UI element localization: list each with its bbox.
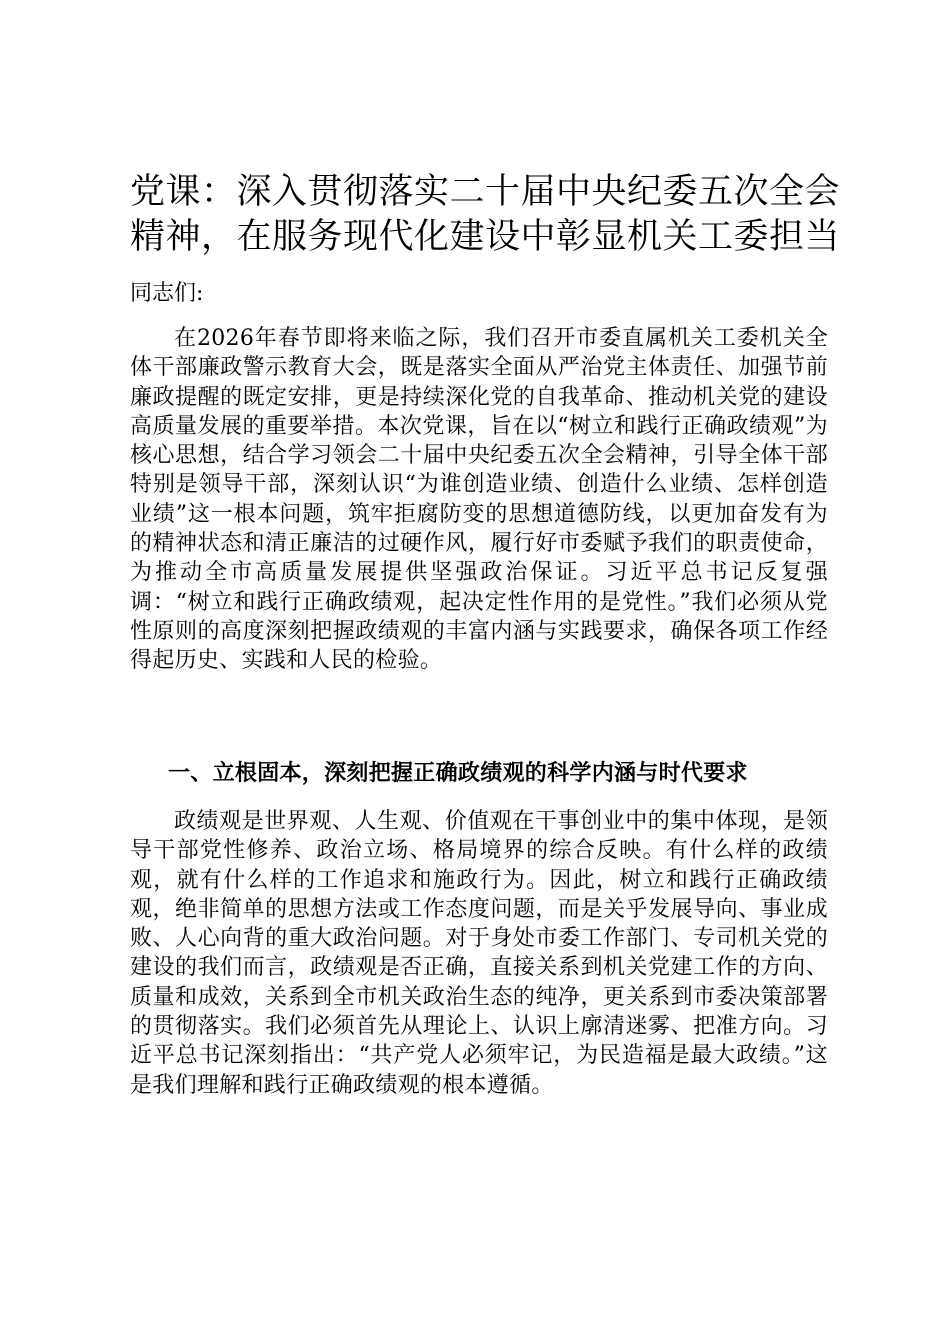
title-line-1: 党课：深入贯彻落实二十届中央纪委五次全会 [130,172,841,212]
salutation: 同志们: [130,281,204,306]
title-line-2: 精神，在服务现代化建设中彰显机关工委担当 [130,217,841,257]
intro-paragraph: 在2026年春节即将来临之际，我们召开市委直属机关工委机关全体干部廉政警示教育大会，既是落实全面从严治党主体责任、加强节前廉政提醒的既定安排，更是持续深化党的自我革命、推动机关党的建设高质量发展的重要举措。本次党课，旨在以“树立和践行正确政绩观”为核心思想，结合学习领会二十届中央纪委五次全会精神，引导全体干部特别是领导干部，深刻认识“为谁创造业绩、创造什么业绩、怎样创造业绩”这一根本问题，筑牢拒腐防变的思想道德防线，以更加奋发有为的精神状态和清正廉洁的过硬作风，履行好市委赋予我们的职责使命，为推动全市高质量发展提供坚强政治保证。习近平总书记反复强调：“树立和践行正确政绩观，起决定性作用的是党性。”我们必须从党性原则的高度深刻把握政绩观的丰富内涵与实践要求，确保各项工作经得起历史、实践和人民的检验。 [130,326,828,674]
document-title [130,170,841,260]
section-paragraph: 政绩观是世界观、人生观、价值观在干事创业中的集中体现，是领导干部党性修养、政治立场、格局境界的综合反映。有什么样的政绩观，就有什么样的工作追求和施政行为。因此，树立和践行正确政绩观，绝非简单的思想方法或工作态度问题，而是关乎发展导向、事业成败、人心向背的重大政治问题。对于身处市委工作部门、专司机关党的建设的我们而言，政绩观是否正确，直接关系到机关党建工作的方向、质量和成效，关系到全市机关政治生态的纯净，更关系到市委决策部署的贯彻落实。我们必须首先从理论上、认识上廓清迷雾、把准方向。习近平总书记深刻指出：“共产党人必须牢记，为民造福是最大政绩。”这是我们理解和践行正确政绩观的根本遵循。 [130,809,828,1098]
section-heading: 一、立根固本，深刻把握正确政绩观的科学内涵与时代要求 [168,760,748,786]
